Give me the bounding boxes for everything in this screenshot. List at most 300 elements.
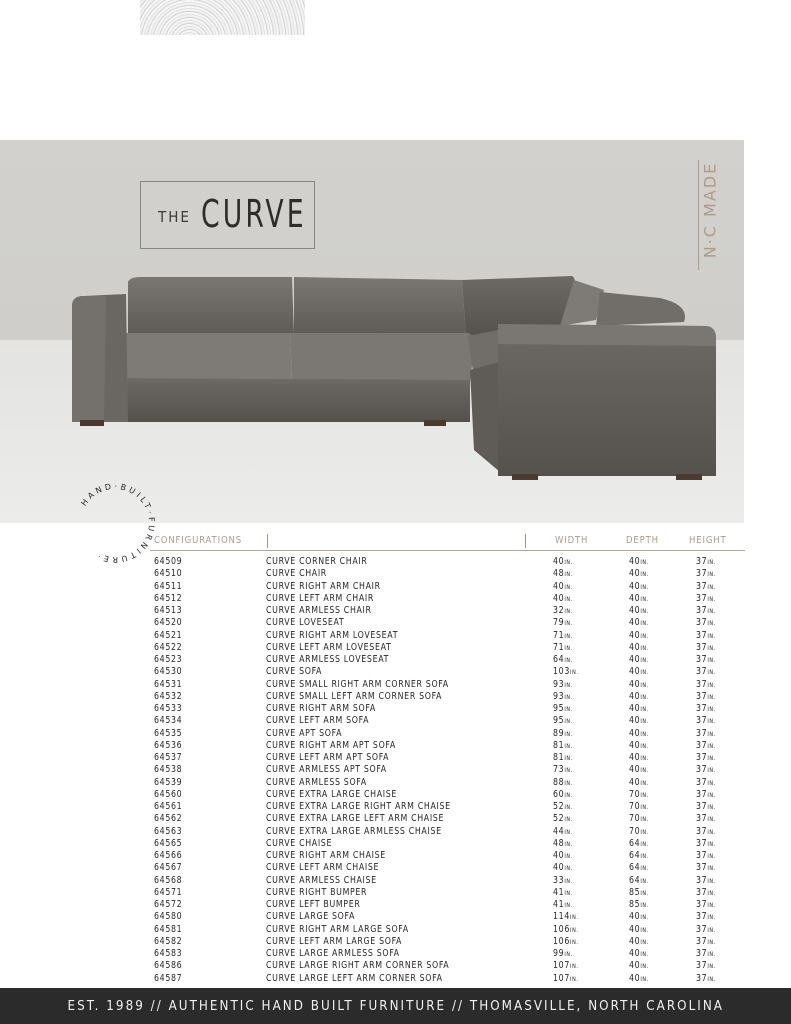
width-cell: [553, 813, 586, 826]
title-prefix: THE: [158, 208, 191, 226]
depth-cell: [629, 826, 662, 839]
height-cell: [696, 789, 729, 802]
height-cell-value: 37: [696, 776, 708, 788]
depth-cell-value: 40: [629, 556, 641, 567]
unit-label: IN.: [640, 865, 650, 873]
table-row: [150, 630, 750, 642]
height-cell-value: 37: [696, 703, 708, 714]
height-cell: [696, 911, 729, 924]
unit-label: IN.: [707, 608, 717, 615]
badge-label: N·C MADE: [700, 161, 720, 259]
width-cell: [553, 703, 586, 716]
unit-label: IN.: [707, 828, 717, 836]
unit-label: IN.: [707, 963, 717, 971]
unit-label: IN.: [640, 853, 650, 860]
unit-label: IN.: [569, 914, 579, 922]
height-cell: [696, 887, 729, 900]
sku-cell: [154, 605, 182, 617]
sku-cell: [154, 887, 182, 899]
width-cell-value: 81: [553, 752, 565, 763]
width-cell: [553, 691, 586, 704]
name-cell-value: CURVE LEFT ARM LARGE SOFA: [266, 935, 403, 947]
stamp-text: HAND·BUILT·FURNITURE·: [79, 481, 157, 565]
name-cell: [266, 789, 397, 801]
unit-label: IN.: [569, 926, 579, 934]
sku-cell: [154, 777, 182, 789]
name-cell-value: CURVE LEFT ARM LOVESEAT: [266, 641, 392, 653]
sku-cell: [154, 960, 182, 972]
width-cell-value: 73: [553, 764, 565, 776]
unit-label: IN.: [707, 926, 717, 934]
unit-label: IN.: [707, 902, 717, 909]
depth-cell: [629, 887, 662, 900]
name-cell: [266, 899, 360, 911]
name-cell-value: CURVE RIGHT ARM APT SOFA: [266, 739, 396, 751]
unit-label: IN.: [564, 951, 574, 958]
width-cell-value: 52: [553, 801, 565, 812]
unit-label: IN.: [707, 742, 717, 750]
unit-label: IN.: [564, 804, 574, 811]
depth-cell: [629, 764, 662, 777]
depth-cell: [629, 654, 662, 667]
depth-cell: [629, 740, 662, 753]
width-cell: [553, 862, 586, 875]
name-cell: [266, 838, 332, 850]
sku-cell: [154, 666, 182, 678]
unit-label: IN.: [707, 657, 717, 664]
depth-cell: [629, 936, 662, 949]
depth-cell: [629, 960, 662, 973]
height-cell-value: 37: [696, 948, 708, 959]
name-cell: [266, 887, 367, 899]
table-row: [150, 973, 750, 985]
unit-label: IN.: [640, 669, 650, 677]
table-row: [150, 911, 750, 923]
depth-cell: [629, 973, 662, 986]
depth-cell: [629, 850, 662, 863]
table-row: [150, 703, 750, 715]
table-row: [150, 691, 750, 703]
depth-cell: [629, 691, 662, 704]
unit-label: IN.: [707, 938, 717, 946]
height-cell-value: 37: [696, 874, 708, 886]
width-cell-value: 99: [553, 948, 565, 959]
height-cell: [696, 691, 729, 704]
name-cell-value: CURVE RIGHT ARM SOFA: [266, 703, 376, 714]
name-cell: [266, 875, 377, 887]
depth-cell-value: 40: [629, 739, 641, 751]
sku-cell: [154, 581, 182, 593]
depth-cell-value: 64: [629, 850, 641, 861]
unit-label: IN.: [640, 840, 650, 848]
depth-cell-value: 40: [629, 776, 641, 788]
width-cell: [553, 740, 586, 753]
depth-cell-value: 40: [629, 960, 641, 972]
depth-cell: [629, 703, 662, 716]
unit-label: IN.: [640, 632, 650, 640]
table-row: [150, 666, 750, 678]
unit-label: IN.: [707, 975, 717, 983]
height-cell: [696, 826, 729, 839]
name-cell-value: CURVE ARMLESS APT SOFA: [266, 764, 387, 776]
unit-label: IN.: [640, 559, 650, 566]
depth-cell-value: 40: [629, 580, 641, 592]
depth-cell-value: 40: [629, 617, 641, 629]
height-cell: [696, 764, 729, 777]
sku-cell: [154, 924, 182, 936]
unit-label: IN.: [640, 693, 650, 701]
sku-cell-value: 64510: [154, 568, 183, 580]
table-row: [150, 740, 750, 752]
unit-label: IN.: [640, 767, 650, 775]
unit-label: IN.: [707, 632, 717, 640]
height-cell: [696, 556, 729, 569]
name-cell-value: CURVE CHAISE: [266, 837, 333, 849]
height-cell-value: 37: [696, 899, 708, 910]
unit-label: IN.: [707, 730, 717, 738]
name-cell: [266, 593, 374, 605]
unit-label: IN.: [564, 742, 574, 750]
name-cell: [266, 654, 389, 666]
unit-label: IN.: [640, 608, 650, 615]
table-row: [150, 581, 750, 593]
name-cell: [266, 764, 387, 776]
width-cell: [553, 666, 586, 679]
unit-label: IN.: [640, 706, 650, 713]
depth-cell-value: 40: [629, 678, 641, 690]
name-cell: [266, 666, 322, 678]
sku-cell-value: 64513: [154, 605, 183, 616]
height-cell-value: 37: [696, 605, 708, 616]
unit-label: IN.: [564, 755, 574, 762]
height-cell: [696, 862, 729, 875]
sku-cell-value: 64568: [154, 874, 183, 886]
name-cell-value: CURVE CHAIR: [266, 568, 327, 580]
depth-cell: [629, 924, 662, 937]
col-depth: DEPTH: [626, 535, 659, 546]
width-cell: [553, 679, 586, 692]
sku-cell: [154, 593, 182, 605]
sku-cell-value: 64535: [154, 727, 183, 739]
unit-label: IN.: [564, 583, 574, 591]
unit-label: IN.: [707, 951, 717, 958]
width-cell: [553, 936, 586, 949]
height-cell: [696, 568, 729, 581]
depth-cell-value: 70: [629, 788, 641, 800]
name-cell: [266, 850, 386, 862]
unit-label: IN.: [640, 791, 650, 799]
footer-tagline: EST. 1989 // AUTHENTIC HAND BUILT FURNITURE // THOMASVILLE, NORTH CAROLINA: [67, 998, 724, 1014]
name-cell: [266, 617, 344, 629]
depth-cell: [629, 556, 662, 569]
height-cell: [696, 960, 729, 973]
sku-cell-value: 64561: [154, 801, 183, 812]
unit-label: IN.: [707, 914, 717, 922]
depth-cell: [629, 838, 662, 851]
name-cell-value: CURVE SMALL RIGHT ARM CORNER SOFA: [266, 678, 449, 690]
width-cell-value: 107: [553, 972, 570, 984]
width-cell-value: 93: [553, 678, 565, 690]
name-cell-value: CURVE RIGHT ARM CHAIR: [266, 580, 381, 592]
height-cell-value: 37: [696, 678, 708, 690]
depth-cell: [629, 801, 662, 814]
height-cell-value: 37: [696, 788, 708, 800]
width-cell-value: 32: [553, 605, 565, 616]
sku-cell: [154, 556, 182, 568]
height-cell-value: 37: [696, 580, 708, 592]
name-cell: [266, 556, 368, 568]
width-cell: [553, 789, 586, 802]
unit-label: IN.: [707, 877, 717, 885]
unit-label: IN.: [564, 620, 574, 628]
width-cell: [553, 777, 586, 790]
depth-cell-value: 40: [629, 764, 641, 776]
sku-cell-value: 64512: [154, 592, 183, 604]
sku-cell-value: 64567: [154, 862, 183, 874]
unit-label: IN.: [707, 706, 717, 713]
depth-cell-value: 70: [629, 813, 641, 825]
name-cell: [266, 605, 372, 617]
sku-cell: [154, 691, 182, 703]
name-cell-value: CURVE APT SOFA: [266, 727, 343, 739]
column-divider: [525, 534, 526, 548]
unit-label: IN.: [569, 669, 579, 677]
height-cell-value: 37: [696, 764, 708, 776]
height-cell: [696, 936, 729, 949]
unit-label: IN.: [640, 963, 650, 971]
table-row: [150, 948, 750, 960]
height-cell-value: 37: [696, 972, 708, 984]
unit-label: IN.: [640, 938, 650, 946]
table-row: [150, 801, 750, 813]
depth-cell: [629, 630, 662, 643]
width-cell-value: 64: [553, 654, 565, 665]
height-cell: [696, 948, 729, 961]
width-cell-value: 40: [553, 850, 565, 861]
height-cell-value: 37: [696, 592, 708, 604]
sku-cell: [154, 715, 182, 727]
depth-cell-value: 40: [629, 715, 641, 727]
table-row: [150, 813, 750, 825]
table-row: [150, 764, 750, 776]
height-cell: [696, 605, 729, 618]
table-row: [150, 960, 750, 972]
height-cell: [696, 924, 729, 937]
name-cell: [266, 777, 367, 789]
unit-label: IN.: [564, 657, 574, 664]
name-cell: [266, 948, 400, 960]
unit-label: IN.: [707, 767, 717, 775]
depth-cell-value: 40: [629, 666, 641, 678]
configurations-table-header: [150, 532, 745, 551]
svg-text:HAND·BUILT·FURNITURE·: [79, 482, 156, 564]
height-cell: [696, 593, 729, 606]
unit-label: IN.: [569, 938, 579, 946]
table-row: [150, 568, 750, 580]
depth-cell-value: 40: [629, 654, 641, 665]
sku-cell: [154, 740, 182, 752]
name-cell-value: CURVE ARMLESS SOFA: [266, 776, 367, 788]
width-cell-value: 48: [553, 568, 565, 580]
depth-cell: [629, 642, 662, 655]
width-cell: [553, 948, 586, 961]
width-cell-value: 33: [553, 874, 565, 886]
unit-label: IN.: [564, 718, 574, 726]
depth-cell-value: 64: [629, 874, 641, 886]
width-cell: [553, 838, 586, 851]
name-cell-value: CURVE EXTRA LARGE CHAISE: [266, 788, 397, 800]
unit-label: IN.: [564, 595, 574, 603]
unit-label: IN.: [564, 706, 574, 713]
depth-cell-value: 40: [629, 948, 641, 959]
table-row: [150, 752, 750, 764]
unit-label: IN.: [707, 865, 717, 873]
depth-cell-value: 40: [629, 703, 641, 714]
depth-cell-value: 70: [629, 825, 641, 837]
width-cell-value: 95: [553, 703, 565, 714]
name-cell-value: CURVE LEFT ARM APT SOFA: [266, 752, 390, 763]
unit-label: IN.: [564, 877, 574, 885]
table-row: [150, 556, 750, 568]
height-cell-value: 37: [696, 666, 708, 678]
unit-label: IN.: [640, 914, 650, 922]
col-height: HEIGHT: [689, 535, 727, 546]
unit-label: IN.: [564, 902, 574, 909]
width-cell-value: 106: [553, 935, 570, 947]
sku-cell: [154, 911, 182, 923]
sku-cell: [154, 875, 182, 887]
height-cell: [696, 642, 729, 655]
depth-cell-value: 40: [629, 972, 641, 984]
unit-label: IN.: [640, 926, 650, 934]
height-cell: [696, 777, 729, 790]
name-cell-value: CURVE LARGE RIGHT ARM CORNER SOFA: [266, 960, 450, 972]
depth-cell: [629, 568, 662, 581]
width-cell-value: 60: [553, 788, 565, 800]
sku-cell: [154, 826, 182, 838]
sku-cell-value: 64521: [154, 629, 183, 641]
depth-cell: [629, 715, 662, 728]
unit-label: IN.: [707, 816, 717, 824]
depth-cell: [629, 581, 662, 594]
width-cell-value: 41: [553, 899, 565, 910]
depth-cell-value: 40: [629, 727, 641, 739]
height-cell-value: 37: [696, 654, 708, 665]
name-cell-value: CURVE LEFT BUMPER: [266, 899, 361, 910]
width-cell-value: 40: [553, 862, 565, 874]
unit-label: IN.: [707, 889, 717, 897]
sku-cell-value: 64511: [154, 580, 183, 592]
sku-cell: [154, 789, 182, 801]
sku-cell-value: 64530: [154, 666, 183, 678]
name-cell: [266, 581, 381, 593]
height-cell: [696, 715, 729, 728]
sku-cell-value: 64563: [154, 825, 183, 837]
depth-cell: [629, 617, 662, 630]
name-cell-value: CURVE ARMLESS LOVESEAT: [266, 654, 390, 665]
sectional-sofa-image: [0, 140, 744, 523]
name-cell: [266, 862, 379, 874]
sku-cell: [154, 752, 182, 764]
width-cell: [553, 752, 586, 765]
table-row: [150, 826, 750, 838]
unit-label: IN.: [564, 644, 574, 652]
name-cell-value: CURVE RIGHT BUMPER: [266, 886, 368, 898]
table-row: [150, 924, 750, 936]
table-row: [150, 862, 750, 874]
table-row: [150, 899, 750, 911]
name-cell: [266, 911, 355, 923]
depth-cell-value: 64: [629, 837, 641, 849]
name-cell-value: CURVE ARMLESS CHAISE: [266, 874, 377, 886]
column-divider: [267, 534, 268, 548]
name-cell: [266, 568, 327, 580]
width-cell-value: 40: [553, 556, 565, 567]
depth-cell-value: 40: [629, 911, 641, 923]
width-cell: [553, 605, 586, 618]
sku-cell-value: 64587: [154, 972, 183, 984]
width-cell: [553, 630, 586, 643]
sku-cell: [154, 642, 182, 654]
height-cell: [696, 838, 729, 851]
unit-label: IN.: [640, 620, 650, 628]
sku-cell-value: 64538: [154, 764, 183, 776]
height-cell: [696, 752, 729, 765]
height-cell: [696, 973, 729, 986]
unit-label: IN.: [569, 963, 579, 971]
width-cell: [553, 801, 586, 814]
height-cell: [696, 813, 729, 826]
sku-cell: [154, 862, 182, 874]
height-cell-value: 37: [696, 862, 708, 874]
name-cell: [266, 630, 398, 642]
unit-label: IN.: [640, 681, 650, 689]
height-cell-value: 37: [696, 715, 708, 727]
unit-label: IN.: [707, 791, 717, 799]
name-cell: [266, 826, 442, 838]
unit-label: IN.: [640, 571, 650, 579]
depth-cell: [629, 813, 662, 826]
name-cell: [266, 813, 444, 825]
table-row: [150, 642, 750, 654]
unit-label: IN.: [707, 681, 717, 689]
height-cell: [696, 740, 729, 753]
width-cell-value: 81: [553, 739, 565, 751]
name-cell-value: CURVE EXTRA LARGE ARMLESS CHAISE: [266, 825, 442, 837]
unit-label: IN.: [640, 975, 650, 983]
unit-label: IN.: [640, 583, 650, 591]
depth-cell-value: 70: [629, 801, 641, 812]
width-cell-value: 107: [553, 960, 570, 972]
depth-cell: [629, 605, 662, 618]
unit-label: IN.: [640, 779, 650, 787]
unit-label: IN.: [640, 742, 650, 750]
height-cell: [696, 899, 729, 912]
unit-label: IN.: [564, 889, 574, 897]
height-cell: [696, 703, 729, 716]
unit-label: IN.: [707, 840, 717, 848]
table-row: [150, 936, 750, 948]
table-row: [150, 887, 750, 899]
height-cell-value: 37: [696, 752, 708, 763]
height-cell: [696, 666, 729, 679]
width-cell: [553, 593, 586, 606]
width-cell: [553, 715, 586, 728]
unit-label: IN.: [707, 693, 717, 701]
sku-cell-value: 64581: [154, 923, 183, 935]
width-cell-value: 40: [553, 592, 565, 604]
name-cell-value: CURVE LARGE ARMLESS SOFA: [266, 948, 400, 959]
